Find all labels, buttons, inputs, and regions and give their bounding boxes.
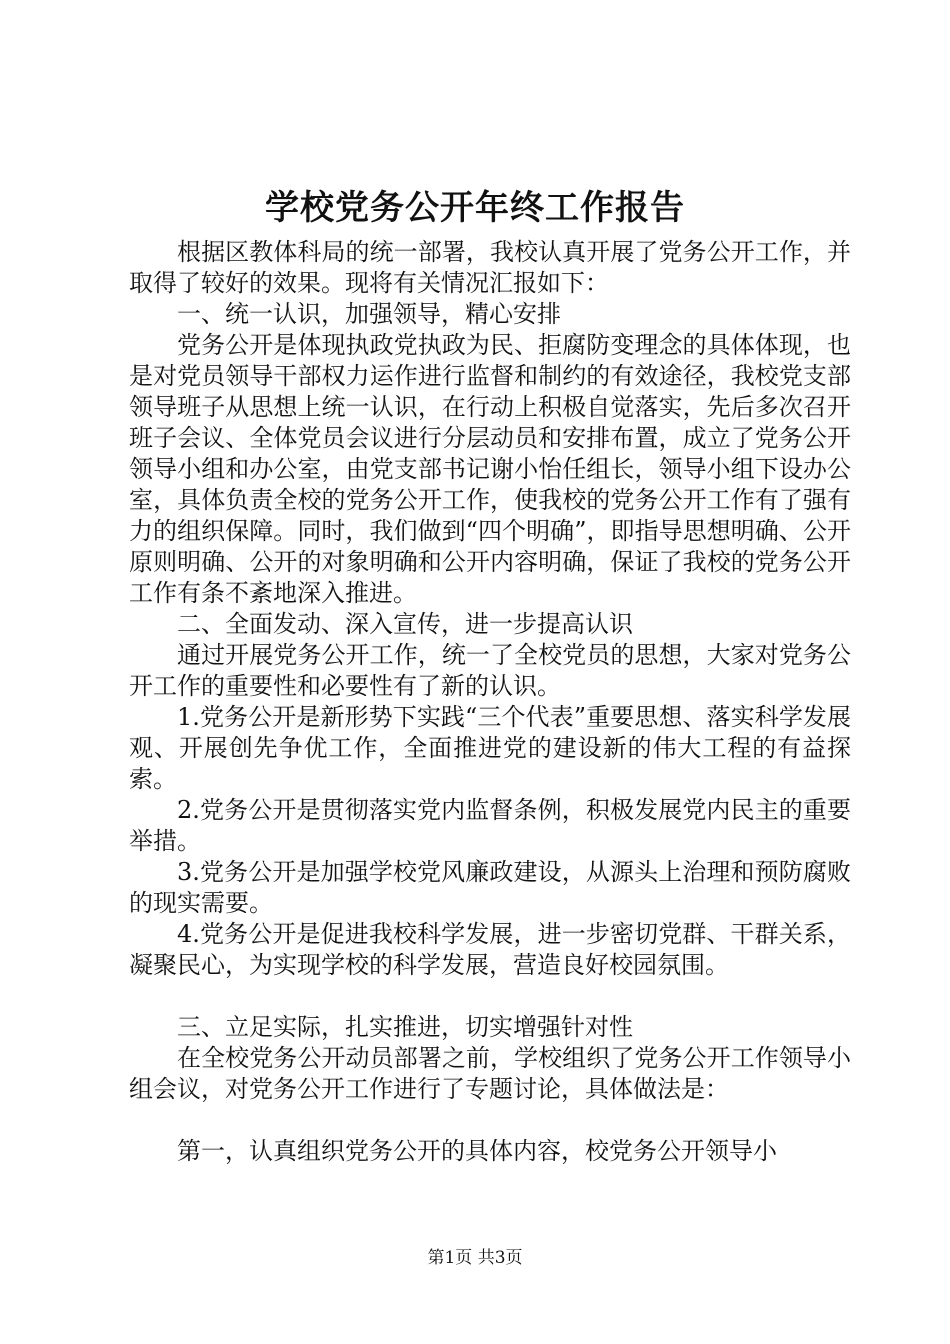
document-title: 学校党务公开年终工作报告 [265,188,685,228]
list-item-2: 2.党务公开是贯彻落实党内监督条例，积极发展党内民主的重要举措。 [129,796,851,855]
paragraph-section-3: 在全校党务公开动员部署之前，学校组织了党务公开工作领导小组会议，对党务公开工作进行了专题讨论，具体做法是： [129,1044,851,1103]
section-heading-3: 三、立足实际，扎实推进，切实增强针对性 [177,1013,633,1041]
page-indicator: 第1页 共3页 [427,1248,523,1268]
list-item-4: 4.党务公开是促进我校科学发展，进一步密切党群、干群关系，凝聚民心，为实现学校的科学发展，营造良好校园氛围。 [129,920,851,979]
section-heading-1: 一、统一认识，加强领导，精心安排 [177,300,561,328]
paragraph-spacer [129,981,851,1012]
list-item-1: 1.党务公开是新形势下实践“三个代表”重要思想、落实科学发展观、开展创先争优工作，全面推进党的建设新的伟大工程的有益探索。 [129,703,851,793]
paragraph-spacer [129,1105,851,1136]
paragraph-intro: 根据区教体科局的统一部署，我校认真开展了党务公开工作，并取得了较好的效果。现将有关情况汇报如下： [129,238,851,297]
document-body [129,237,851,1167]
section-heading-2: 二、全面发动、深入宣传，进一步提高认识 [177,610,633,638]
paragraph-section-1: 党务公开是体现执政党执政为民、拒腐防变理念的具体体现，也是对党员领导干部权力运作进行监督和制约的有效途径，我校党支部领导班子从思想上统一认识，在行动上积极自觉落实，先后多次召开班子会议、全体党员会议进行分层动员和安排布置，成立了党务公开领导小组和办公室，由党支部书记谢小怡任组长，领导小组下设办公室，具体负责全校的党务公开工作，使我校的党务公开工作有了强有力的组织保障。同时，我们做到“四个明确”，即指导思想明确、公开原则明确、公开的对象明确和公开内容明确，保证了我校的党务公开工作有条不紊地深入推进。 [129,331,851,607]
list-item-3: 3.党务公开是加强学校党风廉政建设，从源头上治理和预防腐败的现实需要。 [129,858,851,917]
paragraph-section-2: 通过开展党务公开工作，统一了全校党员的思想，大家对党务公开工作的重要性和必要性有了新的认识。 [129,641,851,700]
paragraph-first-point: 第一，认真组织党务公开的具体内容，校党务公开领导小 [177,1137,777,1165]
